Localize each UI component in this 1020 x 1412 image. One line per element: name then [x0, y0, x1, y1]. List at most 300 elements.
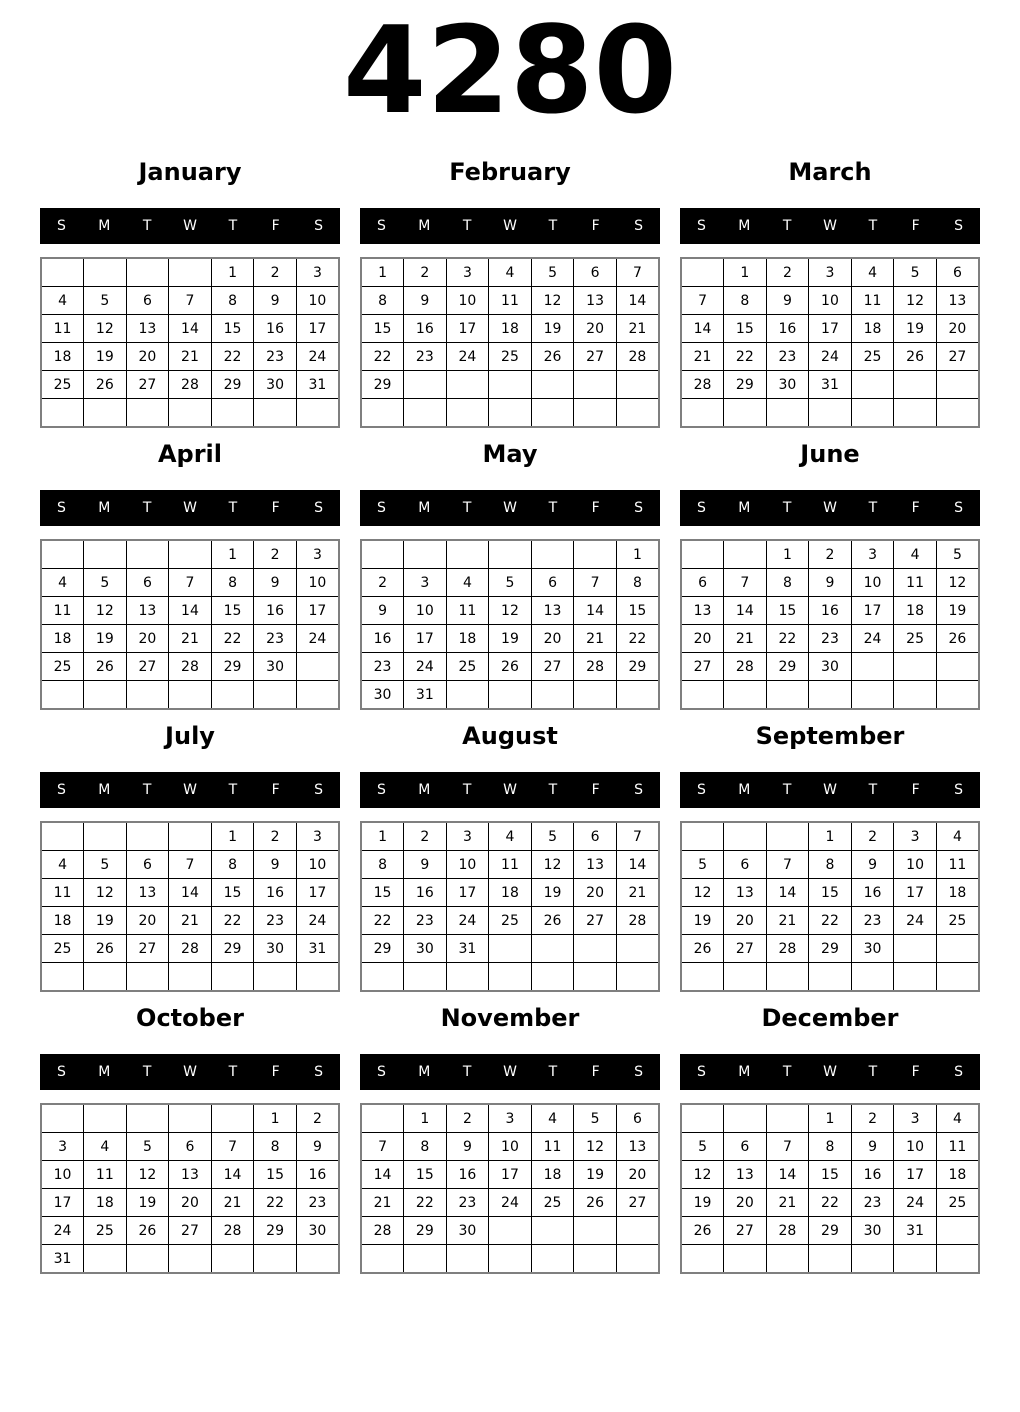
date-cell: 23 [296, 1189, 339, 1217]
date-cell: 30 [446, 1217, 489, 1245]
date-cell: 27 [126, 653, 169, 681]
month-june [680, 440, 980, 710]
empty-cell [531, 371, 574, 399]
week-row [41, 315, 339, 343]
week-row [681, 879, 979, 907]
date-cell: 14 [211, 1161, 254, 1189]
empty-cell [126, 963, 169, 992]
date-cell: 24 [404, 653, 447, 681]
weekday-label: S [376, 218, 386, 234]
date-cell: 14 [169, 879, 212, 907]
week-row [41, 822, 339, 851]
date-cell: 11 [489, 287, 532, 315]
date-cell: 4 [446, 569, 489, 597]
date-cell: 24 [489, 1189, 532, 1217]
weekday-label: F [911, 782, 920, 798]
empty-cell [681, 258, 724, 287]
empty-cell [851, 963, 894, 992]
empty-cell [361, 540, 404, 569]
date-cell: 16 [851, 1161, 894, 1189]
date-cell: 16 [254, 315, 297, 343]
weekday-label: T [228, 218, 238, 234]
empty-cell [254, 681, 297, 710]
date-cell: 16 [809, 597, 852, 625]
date-cell: 31 [809, 371, 852, 399]
weekday-label: T [228, 1064, 238, 1080]
date-cell: 4 [936, 822, 979, 851]
empty-cell [361, 1104, 404, 1133]
date-cell: 5 [574, 1104, 617, 1133]
month-october [40, 1004, 340, 1274]
date-cell: 7 [766, 851, 809, 879]
date-cell: 26 [84, 653, 127, 681]
empty-cell [574, 371, 617, 399]
date-cell: 16 [361, 625, 404, 653]
date-cell: 19 [84, 343, 127, 371]
date-cell: 5 [681, 851, 724, 879]
date-cell: 16 [851, 879, 894, 907]
date-cell: 30 [809, 653, 852, 681]
date-cell: 12 [531, 851, 574, 879]
date-cell: 27 [531, 653, 574, 681]
weekday-label: W [183, 218, 197, 234]
weekday-label: T [868, 500, 878, 516]
week-row [361, 822, 659, 851]
month-july [40, 722, 340, 992]
date-cell: 1 [254, 1104, 297, 1133]
date-cell: 25 [894, 625, 937, 653]
date-cell: 19 [531, 315, 574, 343]
empty-cell [531, 1245, 574, 1274]
date-cell: 6 [126, 287, 169, 315]
date-cell: 11 [894, 569, 937, 597]
date-cell: 6 [126, 569, 169, 597]
date-cell: 17 [404, 625, 447, 653]
week-row [361, 681, 659, 710]
date-cell: 16 [446, 1161, 489, 1189]
empty-cell [126, 1245, 169, 1274]
empty-cell [894, 653, 937, 681]
week-row [681, 597, 979, 625]
weekday-label: T [228, 500, 238, 516]
week-row [681, 399, 979, 428]
month-date-grid [680, 257, 980, 428]
date-cell: 21 [211, 1189, 254, 1217]
date-cell: 7 [361, 1133, 404, 1161]
date-cell: 17 [851, 597, 894, 625]
date-cell: 25 [936, 907, 979, 935]
date-cell: 6 [126, 851, 169, 879]
week-row [361, 879, 659, 907]
month-date-grid [40, 821, 340, 992]
weekday-label: M [418, 782, 431, 798]
date-cell: 6 [681, 569, 724, 597]
date-cell: 29 [211, 653, 254, 681]
empty-cell [126, 399, 169, 428]
weekday-label: T [142, 782, 152, 798]
week-row [361, 1161, 659, 1189]
date-cell: 8 [361, 287, 404, 315]
week-row [681, 1133, 979, 1161]
month-title: May [482, 440, 538, 468]
date-cell: 6 [616, 1104, 659, 1133]
weekday-label: S [954, 218, 964, 234]
date-cell: 10 [296, 851, 339, 879]
date-cell: 14 [616, 851, 659, 879]
date-cell: 20 [724, 907, 767, 935]
week-row [361, 1133, 659, 1161]
empty-cell [169, 540, 212, 569]
date-cell: 10 [894, 1133, 937, 1161]
weekday-label: S [696, 782, 706, 798]
date-cell: 4 [894, 540, 937, 569]
weekday-label: M [738, 500, 751, 516]
date-cell: 8 [211, 287, 254, 315]
date-cell: 30 [254, 371, 297, 399]
date-cell: 4 [41, 851, 84, 879]
date-cell: 11 [41, 315, 84, 343]
date-cell: 26 [681, 935, 724, 963]
month-august [360, 722, 660, 992]
date-cell: 20 [574, 879, 617, 907]
date-cell: 7 [574, 569, 617, 597]
date-cell: 20 [724, 1189, 767, 1217]
weekday-label: S [56, 782, 66, 798]
empty-cell [41, 681, 84, 710]
week-row [41, 1189, 339, 1217]
date-cell: 3 [894, 1104, 937, 1133]
week-row [681, 653, 979, 681]
date-cell: 6 [169, 1133, 212, 1161]
empty-cell [531, 1217, 574, 1245]
weekday-label: M [98, 218, 111, 234]
week-row [361, 963, 659, 992]
date-cell: 25 [84, 1217, 127, 1245]
date-cell: 12 [531, 287, 574, 315]
date-cell: 23 [809, 625, 852, 653]
month-title: January [138, 158, 242, 186]
week-row [681, 625, 979, 653]
empty-cell [616, 1217, 659, 1245]
weekday-label: M [98, 782, 111, 798]
date-cell: 12 [489, 597, 532, 625]
date-cell: 19 [126, 1189, 169, 1217]
empty-cell [574, 399, 617, 428]
empty-cell [766, 1104, 809, 1133]
empty-cell [724, 540, 767, 569]
date-cell: 12 [84, 315, 127, 343]
empty-cell [126, 540, 169, 569]
date-cell: 20 [936, 315, 979, 343]
date-cell: 8 [254, 1133, 297, 1161]
empty-cell [574, 681, 617, 710]
date-cell: 24 [894, 1189, 937, 1217]
date-cell: 23 [404, 343, 447, 371]
date-cell: 26 [894, 343, 937, 371]
date-cell: 8 [404, 1133, 447, 1161]
week-row [681, 258, 979, 287]
empty-cell [126, 681, 169, 710]
weekday-header-bar [360, 1054, 660, 1090]
date-cell: 26 [574, 1189, 617, 1217]
empty-cell [809, 1245, 852, 1274]
week-row [681, 315, 979, 343]
date-cell: 2 [361, 569, 404, 597]
date-cell: 18 [84, 1189, 127, 1217]
empty-cell [936, 1217, 979, 1245]
date-cell: 18 [936, 1161, 979, 1189]
date-cell: 20 [126, 625, 169, 653]
empty-cell [936, 963, 979, 992]
weekday-label: T [462, 782, 472, 798]
date-cell: 10 [446, 851, 489, 879]
year-title: 4280 [343, 2, 677, 141]
date-cell: 20 [531, 625, 574, 653]
date-cell: 23 [766, 343, 809, 371]
date-cell: 21 [361, 1189, 404, 1217]
date-cell: 12 [936, 569, 979, 597]
empty-cell [361, 399, 404, 428]
month-date-grid [360, 539, 660, 710]
weekday-label: M [738, 782, 751, 798]
week-row [41, 963, 339, 992]
month-date-grid [40, 1103, 340, 1274]
month-title: February [449, 158, 571, 186]
weekday-label: T [462, 500, 472, 516]
empty-cell [84, 258, 127, 287]
date-cell: 1 [361, 822, 404, 851]
date-cell: 24 [41, 1217, 84, 1245]
empty-cell [724, 681, 767, 710]
date-cell: 15 [361, 879, 404, 907]
empty-cell [254, 399, 297, 428]
date-cell: 30 [361, 681, 404, 710]
date-cell: 6 [724, 1133, 767, 1161]
date-cell: 29 [254, 1217, 297, 1245]
date-cell: 9 [404, 287, 447, 315]
date-cell: 12 [894, 287, 937, 315]
empty-cell [211, 681, 254, 710]
weekday-label: T [142, 1064, 152, 1080]
empty-cell [41, 399, 84, 428]
date-cell: 19 [531, 879, 574, 907]
weekday-label: W [503, 218, 517, 234]
weekday-label: S [56, 218, 66, 234]
weekday-label: S [696, 1064, 706, 1080]
week-row [361, 1104, 659, 1133]
empty-cell [531, 540, 574, 569]
week-row [41, 258, 339, 287]
empty-cell [894, 935, 937, 963]
weekday-label: W [183, 782, 197, 798]
date-cell: 6 [531, 569, 574, 597]
month-title: November [440, 1004, 580, 1032]
month-may [360, 440, 660, 710]
date-cell: 17 [296, 597, 339, 625]
date-cell: 21 [574, 625, 617, 653]
date-cell: 26 [126, 1217, 169, 1245]
date-cell: 29 [361, 371, 404, 399]
week-row [681, 1189, 979, 1217]
date-cell: 16 [254, 879, 297, 907]
weekday-header-bar [360, 772, 660, 808]
empty-cell [489, 399, 532, 428]
date-cell: 10 [489, 1133, 532, 1161]
empty-cell [296, 399, 339, 428]
date-cell: 17 [489, 1161, 532, 1189]
date-cell: 7 [169, 287, 212, 315]
empty-cell [489, 371, 532, 399]
date-cell: 30 [851, 935, 894, 963]
weekday-label: M [98, 1064, 111, 1080]
week-row [361, 653, 659, 681]
weekday-header-bar [40, 772, 340, 808]
month-date-grid [360, 1103, 660, 1274]
date-cell: 29 [211, 935, 254, 963]
empty-cell [489, 1217, 532, 1245]
date-cell: 27 [126, 935, 169, 963]
date-cell: 2 [446, 1104, 489, 1133]
date-cell: 6 [936, 258, 979, 287]
date-cell: 30 [254, 653, 297, 681]
empty-cell [446, 1245, 489, 1274]
date-cell: 25 [41, 371, 84, 399]
date-cell: 13 [724, 879, 767, 907]
week-row [41, 399, 339, 428]
date-cell: 28 [169, 371, 212, 399]
date-cell: 2 [809, 540, 852, 569]
weekday-label: F [271, 500, 280, 516]
empty-cell [766, 963, 809, 992]
date-cell: 4 [936, 1104, 979, 1133]
weekday-label: M [738, 218, 751, 234]
week-row [681, 1161, 979, 1189]
weekday-label: S [696, 500, 706, 516]
date-cell: 4 [851, 258, 894, 287]
date-cell: 22 [211, 343, 254, 371]
empty-cell [894, 963, 937, 992]
date-cell: 22 [724, 343, 767, 371]
empty-cell [766, 1245, 809, 1274]
weekday-label: S [376, 500, 386, 516]
week-row [361, 371, 659, 399]
month-title: August [462, 722, 558, 750]
date-cell: 26 [84, 935, 127, 963]
date-cell: 7 [169, 569, 212, 597]
month-march [680, 158, 980, 428]
weekday-label: M [418, 218, 431, 234]
date-cell: 11 [936, 1133, 979, 1161]
date-cell: 13 [936, 287, 979, 315]
weekday-header-bar [680, 490, 980, 526]
date-cell: 13 [126, 315, 169, 343]
date-cell: 5 [84, 287, 127, 315]
weekday-label: W [183, 1064, 197, 1080]
date-cell: 17 [296, 879, 339, 907]
week-row [41, 343, 339, 371]
empty-cell [211, 1104, 254, 1133]
date-cell: 25 [489, 907, 532, 935]
week-row [681, 343, 979, 371]
empty-cell [446, 681, 489, 710]
week-row [41, 653, 339, 681]
date-cell: 19 [936, 597, 979, 625]
date-cell: 26 [936, 625, 979, 653]
date-cell: 10 [446, 287, 489, 315]
date-cell: 25 [489, 343, 532, 371]
weekday-label: F [591, 782, 600, 798]
date-cell: 4 [489, 258, 532, 287]
date-cell: 18 [41, 625, 84, 653]
date-cell: 4 [489, 822, 532, 851]
date-cell: 16 [404, 879, 447, 907]
empty-cell [169, 1245, 212, 1274]
empty-cell [724, 1104, 767, 1133]
date-cell: 17 [894, 1161, 937, 1189]
weekday-label: S [634, 218, 644, 234]
month-december [680, 1004, 980, 1274]
date-cell: 24 [809, 343, 852, 371]
date-cell: 5 [681, 1133, 724, 1161]
weekday-label: F [911, 1064, 920, 1080]
date-cell: 7 [724, 569, 767, 597]
date-cell: 24 [446, 343, 489, 371]
empty-cell [681, 540, 724, 569]
empty-cell [446, 963, 489, 992]
week-row [361, 851, 659, 879]
empty-cell [531, 681, 574, 710]
empty-cell [531, 935, 574, 963]
date-cell: 27 [169, 1217, 212, 1245]
date-cell: 12 [681, 879, 724, 907]
date-cell: 10 [851, 569, 894, 597]
date-cell: 2 [851, 822, 894, 851]
weekday-label: T [782, 500, 792, 516]
date-cell: 26 [531, 907, 574, 935]
date-cell: 27 [126, 371, 169, 399]
empty-cell [616, 371, 659, 399]
date-cell: 13 [681, 597, 724, 625]
date-cell: 26 [84, 371, 127, 399]
date-cell: 28 [766, 1217, 809, 1245]
date-cell: 22 [254, 1189, 297, 1217]
date-cell: 1 [809, 1104, 852, 1133]
weekday-label: T [868, 218, 878, 234]
weekday-label: F [271, 782, 280, 798]
empty-cell [574, 1217, 617, 1245]
date-cell: 29 [616, 653, 659, 681]
weekday-label: M [738, 1064, 751, 1080]
weekday-label: S [376, 782, 386, 798]
weekday-label: S [696, 218, 706, 234]
date-cell: 26 [489, 653, 532, 681]
date-cell: 28 [211, 1217, 254, 1245]
empty-cell [41, 822, 84, 851]
empty-cell [489, 1245, 532, 1274]
date-cell: 8 [809, 1133, 852, 1161]
date-cell: 28 [766, 935, 809, 963]
empty-cell [296, 1245, 339, 1274]
date-cell: 19 [574, 1161, 617, 1189]
weekday-label: W [503, 1064, 517, 1080]
empty-cell [84, 822, 127, 851]
date-cell: 25 [41, 653, 84, 681]
date-cell: 14 [766, 879, 809, 907]
empty-cell [809, 399, 852, 428]
date-cell: 9 [404, 851, 447, 879]
month-date-grid [680, 1103, 980, 1274]
date-cell: 27 [574, 343, 617, 371]
